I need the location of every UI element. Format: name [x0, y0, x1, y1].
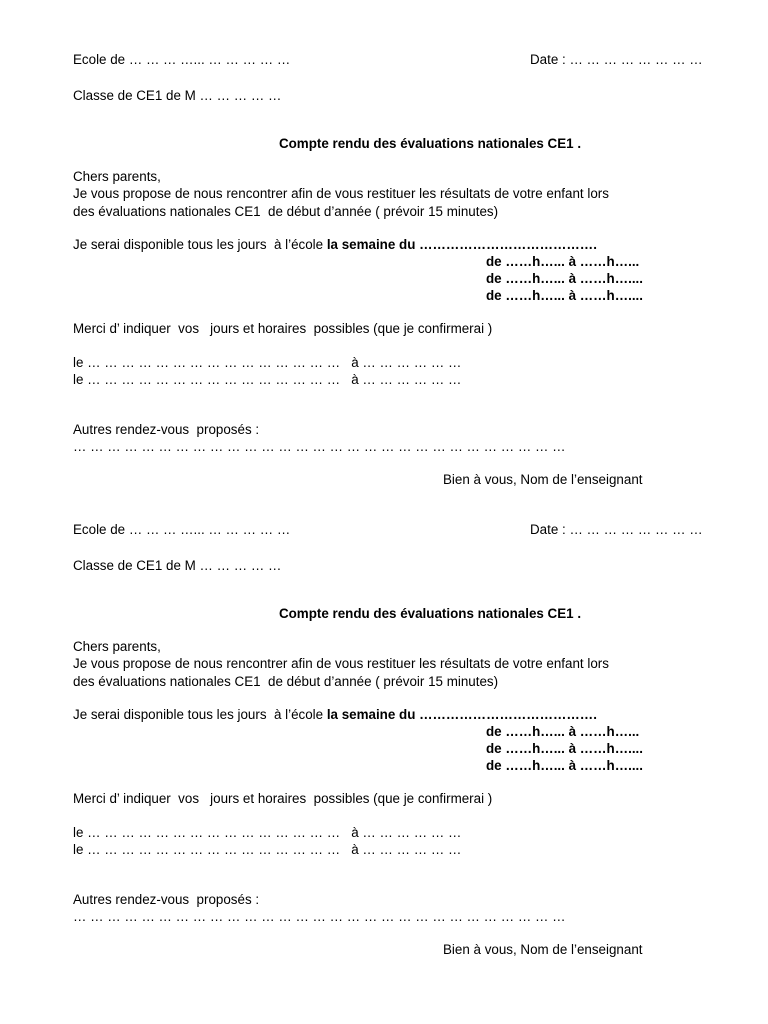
paragraph-line-2: des évaluations nationales CE1 de début d’année ( prévoir 15 minutes) [73, 674, 499, 689]
greeting: Chers parents, [73, 169, 161, 184]
letter-title: Compte rendu des évaluations nationales CE1 . [278, 136, 582, 151]
availability-week: la semaine du …………………………………. [326, 237, 597, 252]
other-appointments-label: Autres rendez-vous proposés : [73, 892, 260, 907]
paragraph-line-1: Je vous propose de nous rencontrer afin de vous restituer les résultats de votre enfant lors [73, 656, 609, 671]
availability-line [73, 706, 597, 723]
request-line: Merci d’ indiquer vos jours et horaires possibles (que je confirmerai ) [73, 321, 493, 336]
paragraph-line-1: Je vous propose de nous rencontrer afin de vous restituer les résultats de votre enfant lors [73, 186, 609, 201]
availability-prefix: Je serai disponible tous les jours à l’école [73, 707, 327, 722]
signature-line: Bien à vous, Nom de l’enseignant [443, 942, 643, 957]
answer-line: le … … … … … … … … … … … … … … … à … … … … … … [73, 372, 462, 387]
letter-copy-bottom [0, 470, 768, 957]
school-line: Ecole de … … … …... … … … … … [73, 52, 291, 67]
answer-line: le … … … … … … … … … … … … … … … à … … … … … … [73, 842, 462, 857]
time-slot: de ……h…... à ……h…... [486, 254, 640, 269]
other-appointments-label: Autres rendez-vous proposés : [73, 422, 260, 437]
availability-line [73, 236, 597, 253]
time-slot: de ……h…... à ……h…... [486, 724, 640, 739]
letter-title: Compte rendu des évaluations nationales CE1 . [278, 606, 582, 621]
class-line: Classe de CE1 de M … … … … … [73, 88, 282, 103]
other-appointments-dots: … … … … … … … … … … … … … … … … … … … … … … … … … … … … … [73, 909, 566, 924]
greeting: Chers parents, [73, 639, 161, 654]
date-line: Date : … … … … … … … … [530, 522, 703, 537]
answer-line: le … … … … … … … … … … … … … … … à … … … … … … [73, 825, 462, 840]
signature-line: Bien à vous, Nom de l’enseignant [443, 472, 643, 487]
time-slot: de ……h…... à ……h….... [486, 758, 643, 773]
availability-week: la semaine du …………………………………. [326, 707, 597, 722]
letter-copy-top [0, 0, 768, 487]
time-slot: de ……h…... à ……h….... [486, 288, 643, 303]
answer-line: le … … … … … … … … … … … … … … … à … … … … … … [73, 355, 462, 370]
school-line: Ecole de … … … …... … … … … … [73, 522, 291, 537]
availability-prefix: Je serai disponible tous les jours à l’école [73, 237, 327, 252]
date-line: Date : … … … … … … … … [530, 52, 703, 67]
paragraph-line-2: des évaluations nationales CE1 de début d’année ( prévoir 15 minutes) [73, 204, 499, 219]
other-appointments-dots: … … … … … … … … … … … … … … … … … … … … … … … … … … … … … [73, 439, 566, 454]
class-line: Classe de CE1 de M … … … … … [73, 558, 282, 573]
time-slot: de ……h…... à ……h….... [486, 271, 643, 286]
request-line: Merci d’ indiquer vos jours et horaires possibles (que je confirmerai ) [73, 791, 493, 806]
time-slot: de ……h…... à ……h….... [486, 741, 643, 756]
